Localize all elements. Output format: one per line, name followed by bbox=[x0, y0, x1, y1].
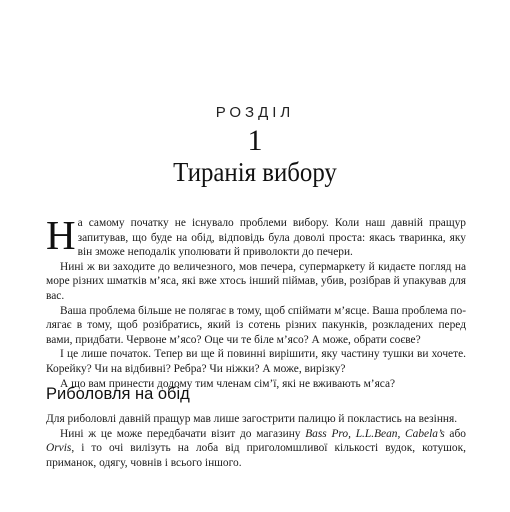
chapter-title: Тиранія вибору bbox=[173, 157, 337, 187]
section-paragraph-2-a: Нині ж це може передбачати візит до магазину bbox=[60, 427, 306, 440]
chapter-number: 1 bbox=[247, 124, 263, 157]
section-heading: Риболовля на обід bbox=[46, 385, 190, 403]
section-paragraph-2-b: або bbox=[444, 427, 466, 440]
chapter-label: РОЗДІЛ bbox=[215, 104, 295, 121]
paragraph-1-text: а самому початку не існувало проблеми вибору. Коли наш давній пращур запитував, що буде на обід, відповідь була доволі проста: якась тваринка, яку він зможе неподалік уполювати й приволокти до печери. bbox=[77, 217, 466, 259]
section-paragraph-2-c: , і то очі вилізуть на лоба від приголомшливої кількості вудок, котушок, приманок, одягу, човнів і всього іншого. bbox=[46, 442, 466, 469]
section-text bbox=[46, 412, 466, 470]
paragraph-4: І це лише початок. Тепер ви ще й повинні вирішити, яку частину тушки ви хочете. Корейку? Чи на відбивні? Ребра? Чи ніжки? А може, вирізку? bbox=[46, 348, 466, 375]
paragraph-1 bbox=[46, 212, 466, 260]
brand-list: Bass Pro, L.L.Bean, Cabela’s bbox=[305, 427, 445, 440]
paragraph-2: Нині ж ви заходите до величезного, мов печера, супермаркету й кидаєте погляд на море різних шматків м’яса, які вже хтось інший піймав, убив, розібрав й упакував для вас. bbox=[46, 260, 466, 302]
paragraph-3: Ваша проблема більше не полягає в тому, щоб спіймати м’ясце. Ваша проблема полягає в тому, щоб розібратись, який із сотень різних пакунків, розкладених перед вами, придбати. Червоне м’ясо? Оце чи те біле м’ясо? А може, обрати соєве? bbox=[46, 304, 466, 346]
section-paragraph-1: Для риболовлі давній пращур мав лише загострити палицю й покластись на везіння. bbox=[46, 413, 458, 425]
paragraph-5: А що вам принести додому тим членам сім’ї, які не вживають м’яса? bbox=[60, 377, 396, 390]
chapter-intro-text bbox=[46, 212, 466, 391]
section-paragraph-2 bbox=[46, 427, 466, 471]
brand-orvis: Orvis bbox=[46, 442, 72, 455]
drop-cap: Н bbox=[46, 212, 76, 258]
